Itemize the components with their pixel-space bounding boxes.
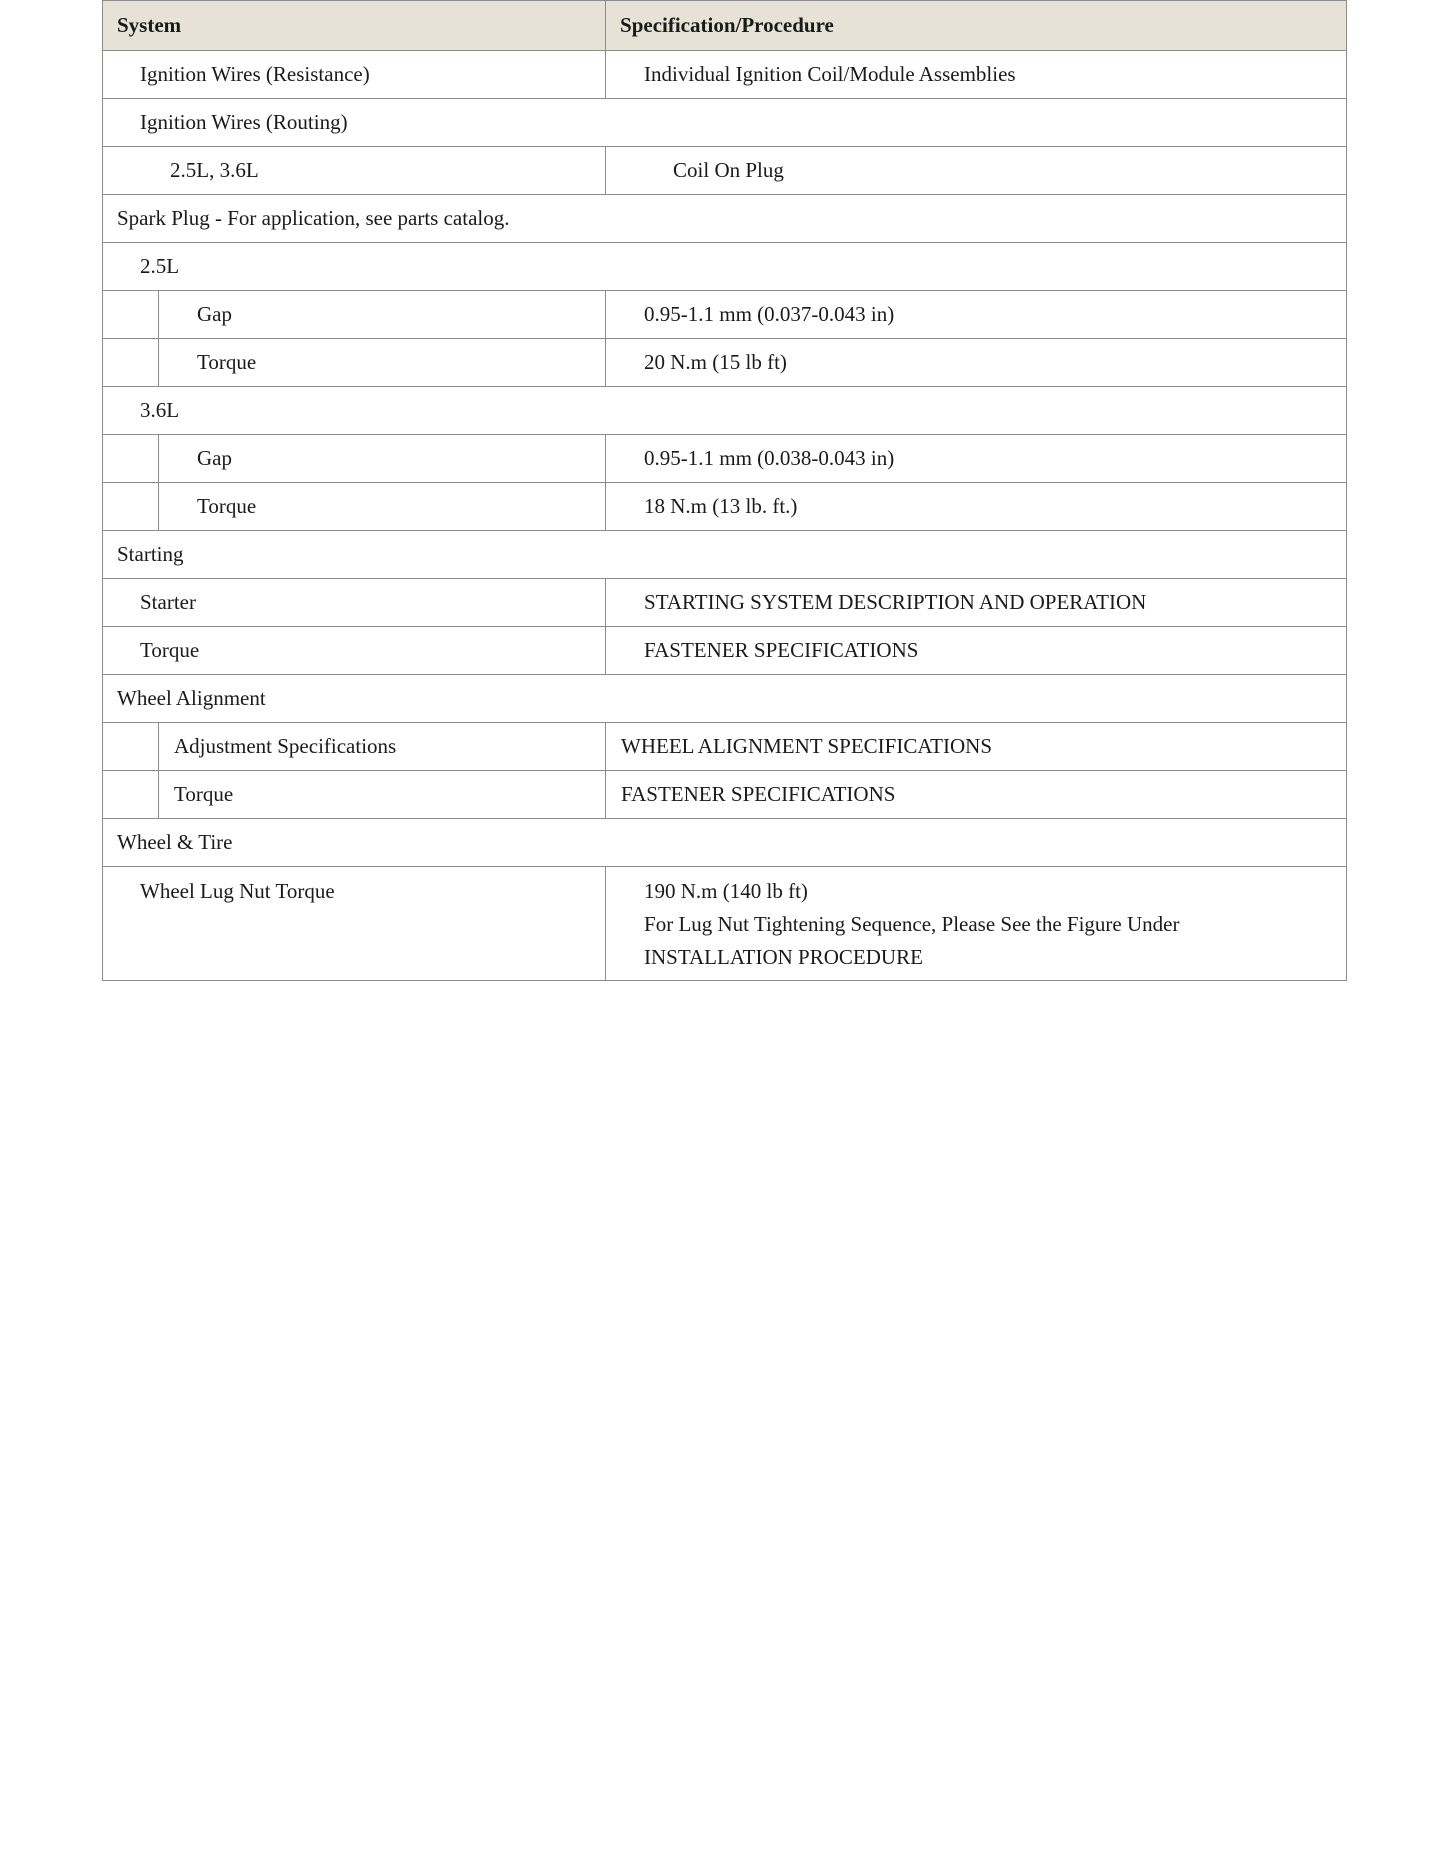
table-row [103,531,1347,579]
system-cell-text: Wheel Lug Nut Torque [140,879,335,903]
system-cell: Gap [159,435,606,483]
spec-cell [606,867,1347,981]
table-row [103,99,1347,147]
system-group-cell: 2.5L [103,243,1347,291]
table-row [103,291,1347,339]
system-cell: 2.5L, 3.6L [103,147,606,195]
spec-cell: 0.95-1.1 mm (0.038-0.043 in) [606,435,1347,483]
system-cell: Torque [159,483,606,531]
spec-line-torque: 190 N.m (140 lb ft) [644,879,808,903]
table-row [103,675,1347,723]
indent-cell [103,435,159,483]
table-header-row [103,1,1347,51]
table-row [103,195,1347,243]
spec-cell: FASTENER SPECIFICATIONS [606,771,1347,819]
spec-line-note: For Lug Nut Tightening Sequence, Please See the Figure Under [644,912,1180,936]
system-group-cell: Ignition Wires (Routing) [103,99,1347,147]
spec-cell: 20 N.m (15 lb ft) [606,339,1347,387]
table-row [103,627,1347,675]
system-cell: Starter [103,579,606,627]
table-row [103,819,1347,867]
header-specification: Specification/Procedure [606,1,1347,51]
spec-line-procedure: INSTALLATION PROCEDURE [644,945,923,969]
system-cell: Torque [159,771,606,819]
table-row [103,147,1347,195]
section-heading-cell: Wheel Alignment [103,675,1347,723]
section-heading-cell: Spark Plug - For application, see parts catalog. [103,195,1347,243]
system-cell: Adjustment Specifications [159,723,606,771]
table-row [103,483,1347,531]
spec-cell: Coil On Plug [606,147,1347,195]
indent-cell [103,291,159,339]
section-heading-cell: Wheel & Tire [103,819,1347,867]
system-group-cell: 3.6L [103,387,1347,435]
spec-cell: Individual Ignition Coil/Module Assemblies [606,51,1347,99]
indent-cell [103,339,159,387]
system-cell: Ignition Wires (Resistance) [103,51,606,99]
system-cell: Torque [103,627,606,675]
section-heading-cell: Starting [103,531,1347,579]
spec-cell: STARTING SYSTEM DESCRIPTION AND OPERATION [606,579,1347,627]
header-system: System [103,1,606,51]
table-row [103,243,1347,291]
spec-cell: FASTENER SPECIFICATIONS [606,627,1347,675]
spec-cell: 18 N.m (13 lb. ft.) [606,483,1347,531]
spec-cell: 0.95-1.1 mm (0.037-0.043 in) [606,291,1347,339]
indent-cell [103,483,159,531]
table-row [103,579,1347,627]
indent-cell [103,771,159,819]
system-cell [103,867,606,981]
table-row [103,723,1347,771]
table-row [103,339,1347,387]
system-cell: Torque [159,339,606,387]
system-cell: Gap [159,291,606,339]
table-row [103,771,1347,819]
table-row [103,51,1347,99]
table-row [103,435,1347,483]
indent-cell [103,723,159,771]
spec-cell: WHEEL ALIGNMENT SPECIFICATIONS [606,723,1347,771]
table-row [103,867,1347,981]
table-row [103,387,1347,435]
specifications-table [102,0,1347,981]
